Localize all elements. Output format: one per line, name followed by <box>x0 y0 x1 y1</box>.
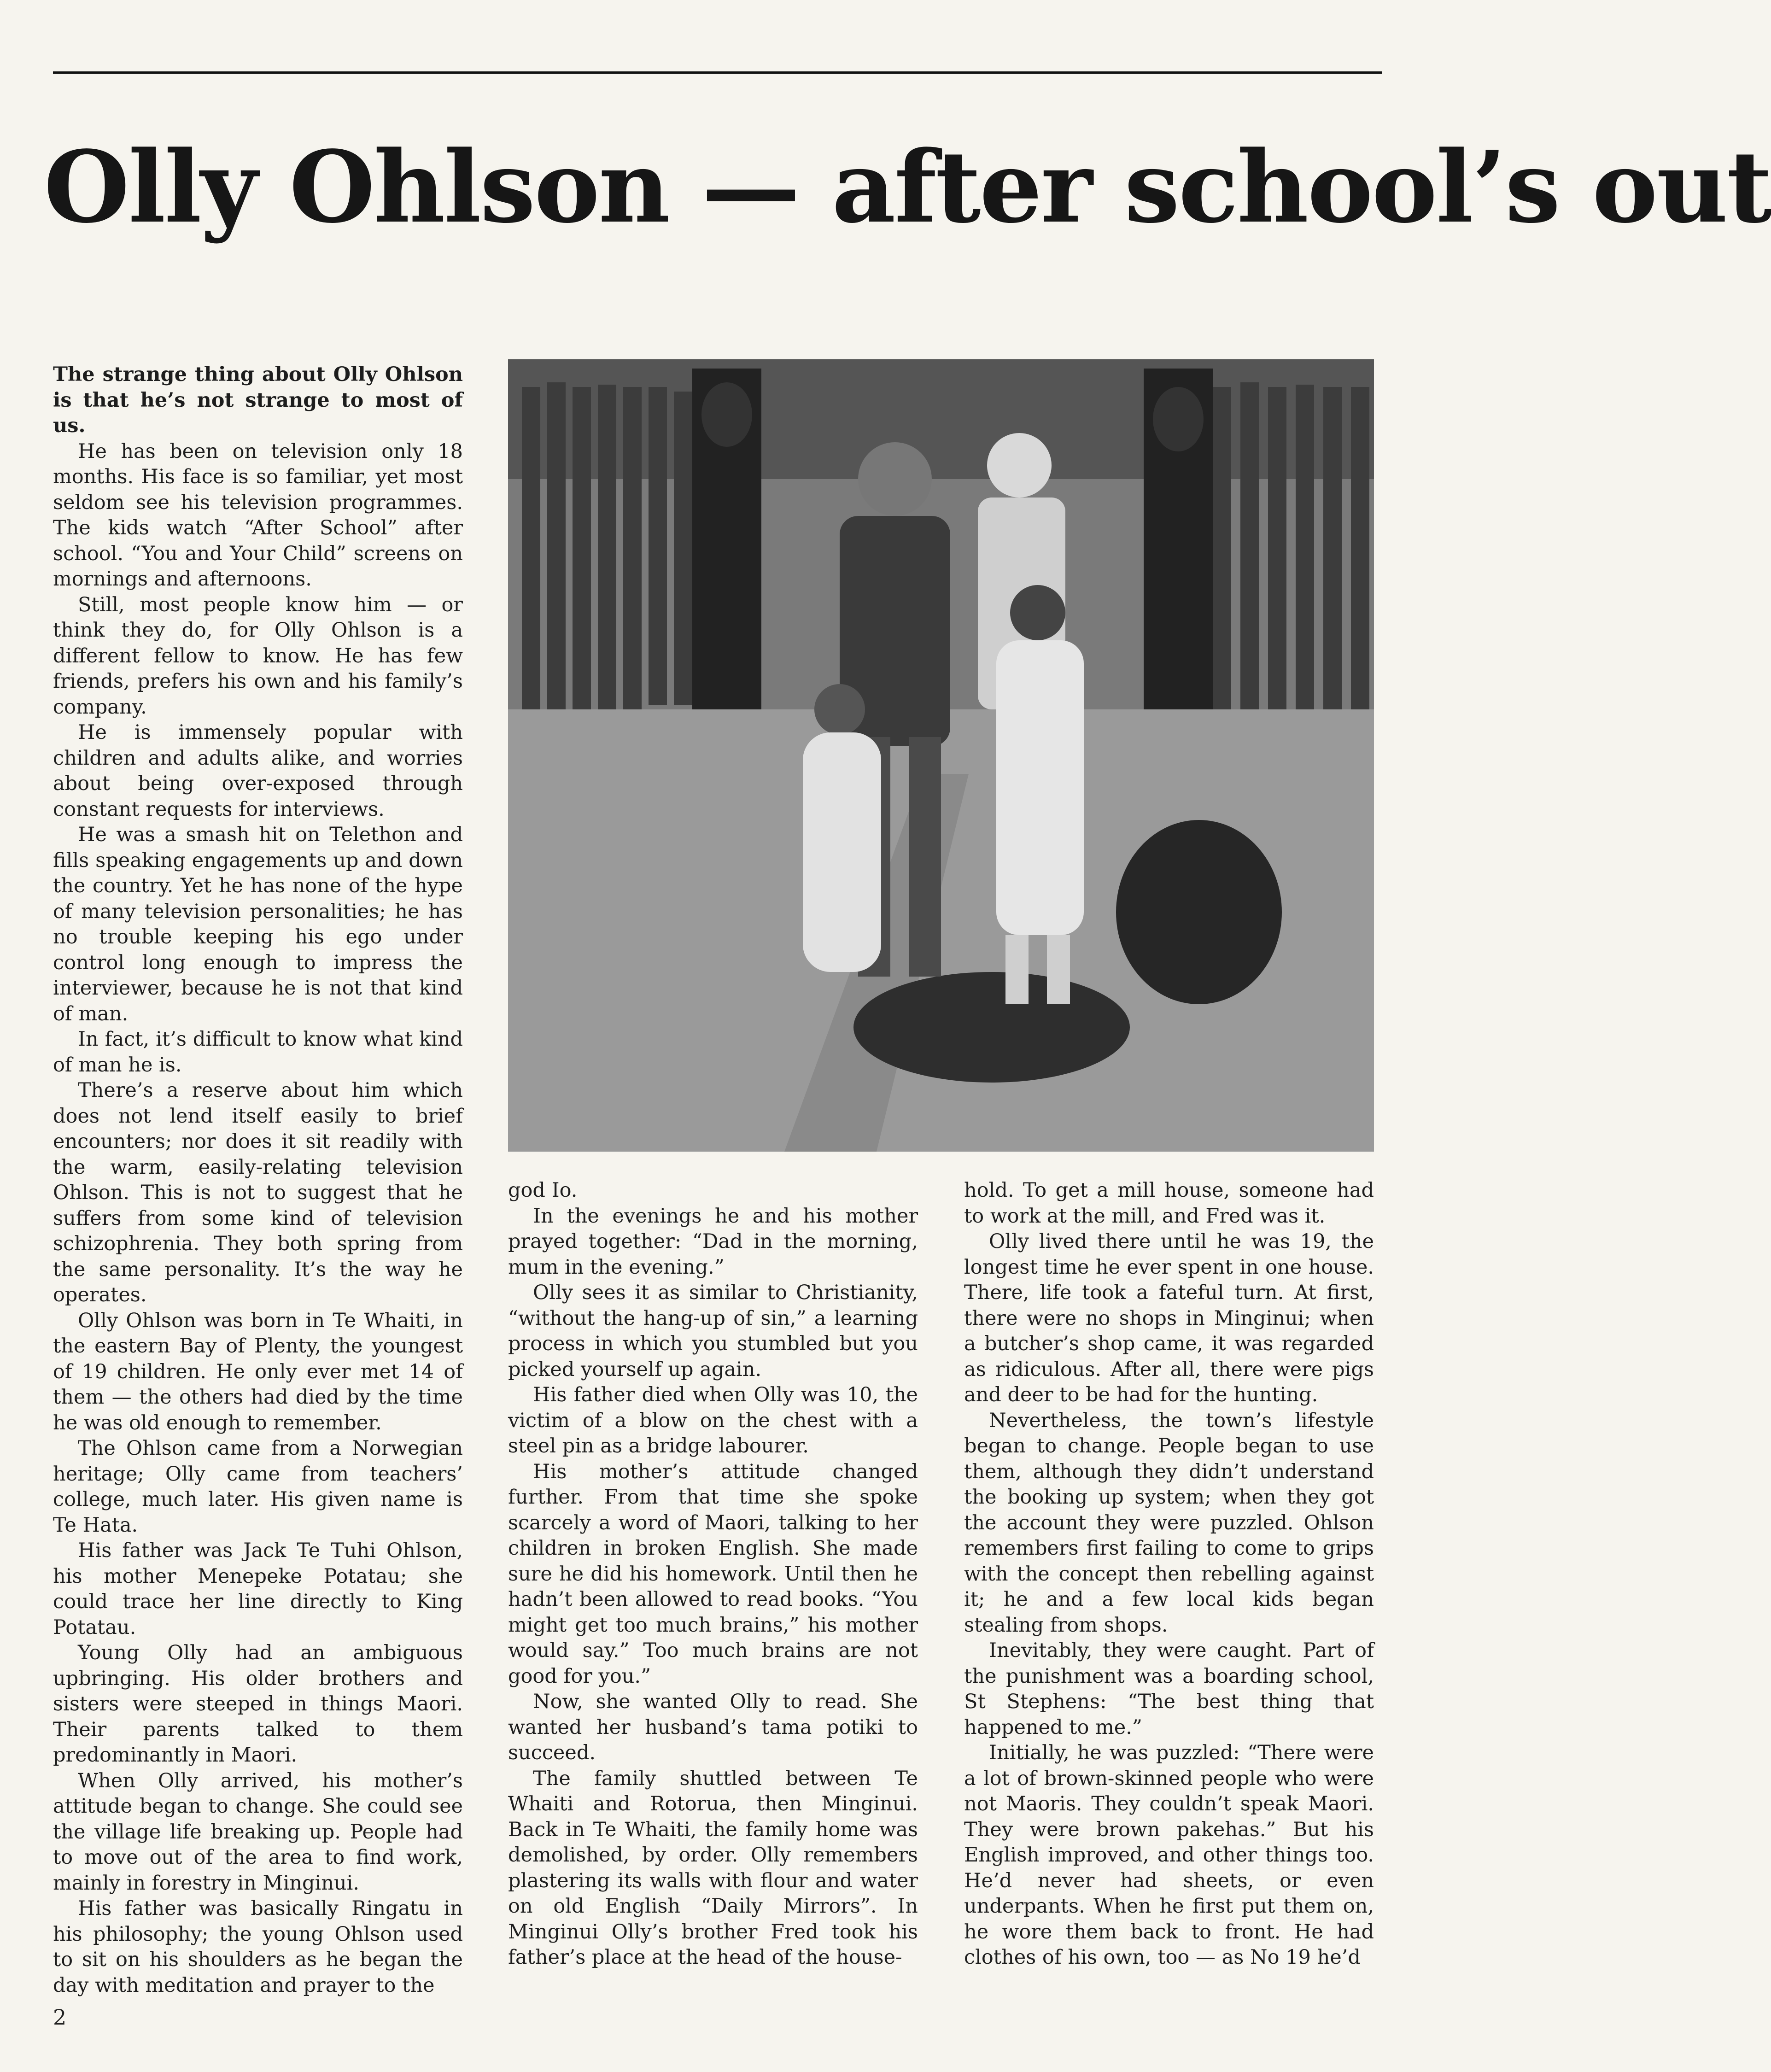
lead-paragraph: The strange thing about Olly Ohlson is that he’s not strange to most of us. <box>53 363 463 437</box>
paragraph: Initially, he was puzzled: “There were a lot of brown-skinned people who were not Maoris. They couldn’t speak Maori. They were brown pakehas.” But his English improved, and other things too. He’d never had sheets, or even underpants. When he first put them on, he wore them back to front. He had clothes of his own, too — as No 19 he’d <box>964 1741 1374 1969</box>
family-photo <box>508 359 1374 1152</box>
paragraph: god Io. <box>508 1179 578 1202</box>
paragraph: He is immensely popular with children and adults alike, and worries about being over-exposed through constant requests for interviews. <box>53 721 463 821</box>
article-column-2 <box>508 1178 918 1971</box>
paragraph: He has been on television only 18 months. His face is so familiar, yet most seldom see his television programmes. The kids watch “After School” after school. “You and Your Child” screens on mornings and afternoons. <box>53 439 463 591</box>
paragraph: His father was basically Ringatu in his philosophy; the young Ohlson used to sit on his shoulders as he began the day with meditation and prayer to the <box>53 1897 463 1997</box>
paragraph: Young Olly had an ambiguous upbringing. His older brothers and sisters were steeped in things Maori. Their parents talked to them predominantly in Maori. <box>53 1641 463 1767</box>
paragraph: Now, she wanted Olly to read. She wanted her husband’s tama potiki to succeed. <box>508 1690 918 1764</box>
article-column-3 <box>964 1178 1374 1971</box>
paragraph: Olly sees it as similar to Christianity, “without the hang-up of sin,” a learning process in which you stumbled but you picked yourself up again. <box>508 1281 918 1381</box>
family-photo-image <box>508 359 1374 1152</box>
paragraph: There’s a reserve about him which does not lend itself easily to brief encounters; nor does it sit readily with the warm, easily-relating television Ohlson. This is not to suggest that he suffers from some kind of television schizophrenia. They both spring from the same personality. It’s the way he operates. <box>53 1079 463 1306</box>
paragraph: Olly lived there until he was 19, the longest time he ever spent in one house. There, life took a fateful turn. At first, there were no shops in Minginui; when a butcher’s shop came, it was regarded as ridiculous. After all, there were pigs and deer to be had for the hunting. <box>964 1230 1374 1406</box>
paragraph: Inevitably, they were caught. Part of the punishment was a boarding school, St Stephens: “The best thing that happened to me.” <box>964 1639 1374 1739</box>
paragraph: His father died when Olly was 10, the victim of a blow on the chest with a steel pin as a bridge labourer. <box>508 1383 918 1457</box>
page-number: 2 <box>53 2005 67 2030</box>
paragraph: The Ohlson came from a Norwegian heritage; Olly came from teachers’ college, much later. His given name is Te Hata. <box>53 1437 463 1537</box>
paragraph: In the evenings he and his mother prayed together: “Dad in the morning, mum in the evening.” <box>508 1204 918 1279</box>
paragraph: Nevertheless, the town’s lifestyle began to change. People began to use them, although they didn’t understand the booking up system; when they got the account they were puzzled. Ohlson remembers first failing to come to grips with the concept then rebelling against it; he and a few local kids began stealing from shops. <box>964 1409 1374 1637</box>
headline: Olly Ohlson — after school’s out <box>44 129 1771 245</box>
paragraph: Olly Ohlson was born in Te Whaiti, in the eastern Bay of Plenty, the youngest of 19 children. He only ever met 14 of them — the others had died by the time he was old enough to remember. <box>53 1309 463 1434</box>
article-column-1 <box>53 362 463 1998</box>
top-rule <box>53 71 1382 74</box>
paragraph: His father was Jack Te Tuhi Ohlson, his mother Menepeke Potatau; she could trace her line directly to King Potatau. <box>53 1539 463 1639</box>
paragraph: The family shuttled between Te Whaiti and Rotorua, then Minginui. Back in Te Whaiti, the family home was demolished, by order. Olly remembers plastering its walls with flour and water on old English “Daily Mirrors”. In Minginui Olly’s brother Fred took his father’s place at the head of the house- <box>508 1767 918 1969</box>
paragraph: Still, most people know him — or think they do, for Olly Ohlson is a different fellow to know. He has few friends, prefers his own and his family’s company. <box>53 593 463 719</box>
paragraph: His mother’s attitude changed further. From that time she spoke scarcely a word of Maori, talking to her children in broken English. She made sure he did his homework. Until then he hadn’t been allowed to read books. “You might get too much brains,” his mother would say.” Too much brains are not good for you.” <box>508 1460 918 1688</box>
paragraph: When Olly arrived, his mother’s attitude began to change. She could see the village life breaking up. People had to move out of the area to find work, mainly in forestry in Minginui. <box>53 1769 463 1895</box>
paragraph: In fact, it’s difficult to know what kind of man he is. <box>53 1028 463 1077</box>
paragraph: hold. To get a mill house, someone had to work at the mill, and Fred was it. <box>964 1179 1374 1228</box>
paragraph: He was a smash hit on Telethon and fills speaking engagements up and down the country. Yet he has none of the hype of many television personalities; he has no trouble keeping his ego under control long enough to impress the interviewer, because he is not that kind of man. <box>53 823 463 1025</box>
